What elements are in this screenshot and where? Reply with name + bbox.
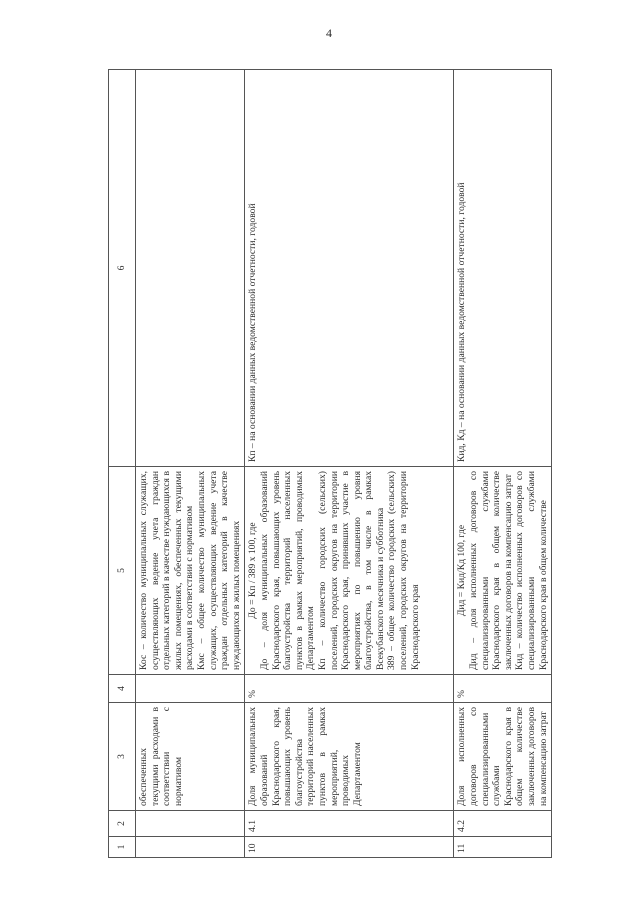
row-number: [136, 837, 245, 858]
row-code: 4.2: [454, 811, 552, 837]
formula-line: Кп – количество городских (сельских) поселений, городских округов на территории Краснодарского края, принявших участие в мероприятиях по повышению уровня благоустройства, в том числе в рамках Всекубанского месячника и субботника: [316, 468, 386, 670]
table-row: [245, 70, 454, 858]
table-row: [454, 70, 552, 858]
formula-line: Кос – количество муниципальных служащих, осуществляющих ведение учета граждан отдельных категорий в качестве нуждающихся в жилых помещениях, обеспеченных текущими расходами в соответствии с нормативом: [138, 468, 196, 670]
table-row: [136, 70, 245, 858]
formula-cell: [136, 467, 245, 675]
source-cell: Кид, Кд – на основании данных ведомственной отчетности, годовой: [454, 70, 552, 467]
formula-line: До = Кп / 389 х 100, где: [247, 522, 259, 619]
formula-line: До – доля муниципальных образований Краснодарского края, повышающих уровень благоустройства территорий населенных пунктов в рамках мероприятий, проводимых Департаментом: [258, 468, 317, 670]
row-code: 4.1: [245, 811, 454, 837]
row-number: 10: [245, 837, 454, 858]
formula-line: Кид – количество исполненных договоров со специализированными службами Краснодарского края в общем количестве: [514, 468, 549, 670]
formula-line: Дид = Кид/Кд 100, где: [456, 524, 468, 617]
header-col-5: 5: [109, 467, 136, 675]
rotated-table-container: [108, 70, 549, 858]
header-col-1: 1: [109, 837, 136, 858]
page-number: 4: [326, 26, 332, 40]
formula-cell: [245, 467, 454, 675]
header-col-3: 3: [109, 703, 136, 811]
formula-cell: [454, 467, 552, 675]
header-col-4: 4: [109, 675, 136, 703]
formula-line: Кмс – общее количество муниципальных служащих, осуществляющих ведение учета граждан отдельных категорий в качестве нуждающихся в жилых помещениях: [195, 468, 242, 670]
row-number: 11: [454, 837, 552, 858]
source-cell: Кп – на основании данных ведомственной отчетности, годовой: [245, 70, 454, 467]
header-row: [109, 70, 136, 858]
formula-line: Дид – доля исполненных договоров со специализированными службами Краснодарского края в общем количестве заключенных договоров на компенсацию затрат: [467, 468, 514, 670]
header-col-2: 2: [109, 811, 136, 837]
unit: [136, 675, 245, 703]
unit: %: [245, 675, 454, 703]
indicator-name: обеспеченных текущими расходами в соответствии с нормативом: [136, 703, 245, 811]
indicator-name: Доля исполненных договоров со специализированными службами Краснодарского края в общем количестве заключенных договоров на компенсацию затрат: [454, 703, 552, 811]
unit: %: [454, 675, 552, 703]
indicator-name: Доля муниципальных образований Краснодарского края, повышающих уровень благоустройства территорий населенных пунктов в рамках мероприятий, проводимых Департаментом: [245, 703, 454, 811]
row-code: [136, 811, 245, 837]
header-col-6: 6: [109, 70, 136, 467]
source-cell: [136, 70, 245, 467]
indicator-table: [108, 69, 552, 858]
formula-line: 389 – общее количество городских (сельских) поселений, городских округов на территории Краснодарского края: [386, 468, 421, 670]
